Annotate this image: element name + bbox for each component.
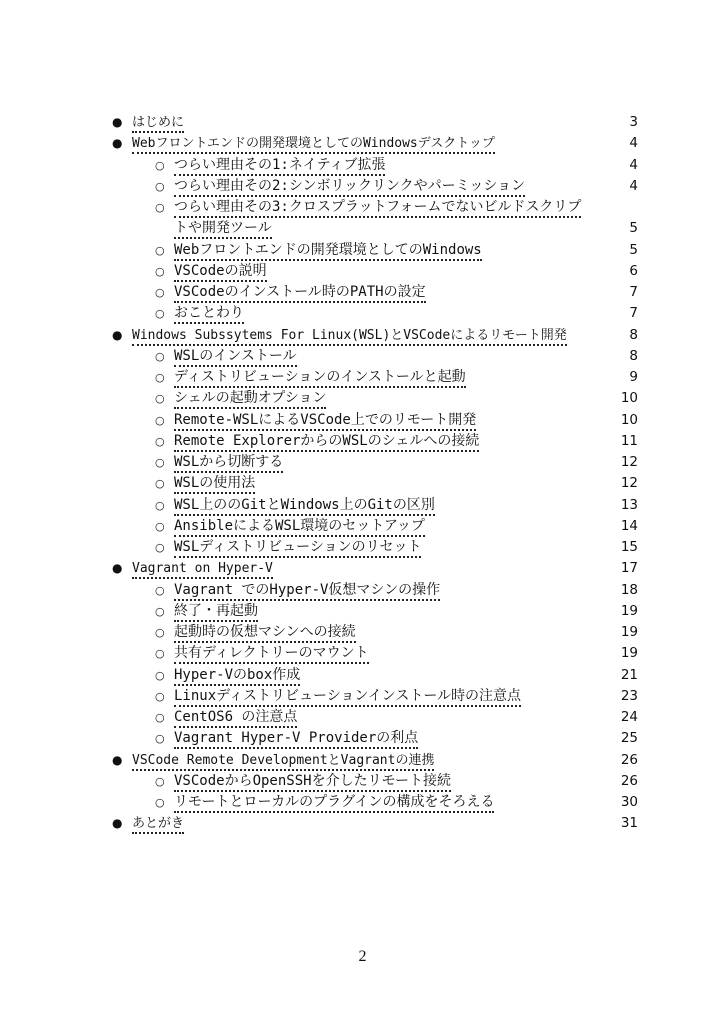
toc-entry-title[interactable] — [174, 495, 606, 516]
hollow-bullet-icon: ○ — [155, 413, 165, 427]
toc-entry-title[interactable] — [174, 601, 606, 622]
toc-entry[interactable] — [108, 367, 638, 388]
toc-entry-title-text[interactable]: Hyper-Vのbox作成 — [174, 667, 300, 686]
toc-entry[interactable] — [108, 282, 638, 303]
toc-entry[interactable] — [108, 410, 638, 431]
toc-entry[interactable] — [108, 771, 638, 792]
toc-entry-title[interactable] — [132, 558, 606, 579]
toc-entry-page-number: 6 — [629, 262, 638, 279]
toc-entry-title-text[interactable]: VSCode Remote DevelopmentとVagrantの連携 — [132, 753, 434, 771]
filled-bullet-icon: ● — [112, 136, 123, 151]
toc-entry-page-number: 4 — [629, 135, 638, 152]
hollow-bullet-icon: ○ — [155, 158, 165, 172]
toc-entry[interactable] — [108, 112, 638, 133]
toc-entry[interactable] — [108, 346, 638, 367]
toc-entry-title[interactable] — [174, 580, 606, 601]
toc-entry-title-text[interactable]: 終了・再起動 — [174, 603, 258, 622]
hollow-bullet-icon: ○ — [155, 689, 165, 703]
hollow-bullet-icon: ○ — [155, 201, 165, 214]
hollow-bullet-icon: ○ — [155, 371, 165, 384]
toc-entry-page-number: 8 — [629, 347, 638, 364]
toc-entry-title-text[interactable]: おことわり — [174, 305, 244, 324]
toc-entry-title-text[interactable]: つらい理由その1:ネイティブ拡張 — [174, 157, 385, 176]
toc-entry-title-text[interactable]: つらい理由その3:クロスプラットフォームでないビルドスクリプトや開発ツール — [174, 199, 581, 239]
toc-entry-page-number: 4 — [629, 177, 638, 194]
toc-entry-page-number: 8 — [629, 326, 638, 343]
hollow-bullet-icon: ○ — [155, 774, 165, 788]
hollow-bullet-icon: ○ — [155, 583, 165, 597]
toc-entry-page-number: 4 — [629, 156, 638, 173]
toc-entry[interactable] — [108, 537, 638, 558]
toc-entry-title[interactable] — [174, 176, 606, 197]
hollow-bullet-icon: ○ — [155, 668, 165, 682]
hollow-bullet-icon: ○ — [155, 434, 165, 448]
toc-entry-page-number: 13 — [620, 496, 638, 513]
toc-entry-page-number: 7 — [629, 305, 638, 322]
toc-entry[interactable] — [108, 495, 638, 516]
toc-entry-page-number: 24 — [620, 709, 638, 725]
hollow-bullet-icon: ○ — [155, 349, 165, 363]
toc-entry-page-number: 19 — [620, 645, 638, 662]
toc-entry-title-text[interactable]: Vagrant on Hyper-V — [132, 561, 273, 579]
toc-entry[interactable] — [108, 622, 638, 643]
toc-entry-title[interactable] — [174, 516, 606, 537]
toc-entry-title-text[interactable]: はじめに — [132, 115, 184, 133]
toc-entry[interactable] — [108, 728, 638, 749]
toc-entry-title[interactable] — [174, 367, 606, 388]
toc-entry-page-number: 31 — [620, 815, 638, 832]
toc-entry-title-text[interactable]: リモートとローカルのプラグインの構成をそろえる — [174, 794, 494, 813]
toc-entry-page-number: 18 — [620, 581, 638, 598]
toc-entry-title[interactable] — [174, 388, 606, 409]
toc-entry-title-text[interactable]: WSLのインストール — [174, 348, 297, 367]
toc-entry-title[interactable] — [174, 665, 606, 686]
toc-entry-title-text[interactable]: Windows Subssytems For Linux(WSL)とVSCodeによるリモート開発 — [132, 328, 567, 346]
toc-entry-title[interactable] — [132, 325, 606, 346]
toc-entry-page-number: 7 — [629, 284, 638, 300]
toc-entry[interactable] — [108, 601, 638, 622]
toc-entry-title-text[interactable]: AnsibleによるWSL環境のセットアップ — [174, 518, 425, 537]
toc-entry-page-number: 21 — [620, 666, 638, 683]
toc-entry[interactable] — [108, 303, 638, 324]
toc-entry[interactable] — [108, 240, 638, 261]
hollow-bullet-icon: ○ — [155, 626, 165, 639]
toc-entry-title[interactable] — [132, 813, 606, 834]
toc-entry-title[interactable] — [174, 622, 606, 643]
toc-entry-title-text[interactable]: 起動時の仮想マシンへの接続 — [174, 624, 356, 643]
hollow-bullet-icon: ○ — [155, 307, 165, 321]
toc-entry[interactable] — [108, 580, 638, 601]
hollow-bullet-icon: ○ — [155, 732, 165, 746]
toc-entry[interactable] — [108, 792, 638, 813]
toc-entry[interactable] — [108, 431, 638, 452]
toc-entry-title-text[interactable]: Webフロントエンドの開発環境としてのWindowsデスクトップ — [132, 136, 495, 154]
toc-entry-title[interactable] — [174, 197, 606, 240]
toc-entry-page-number: 10 — [620, 411, 638, 428]
toc-entry-page-number: 30 — [620, 794, 638, 810]
toc-entry-page-number: 19 — [620, 624, 638, 640]
toc-entry-title-text[interactable]: WSLディストリビューションのリセット — [174, 539, 421, 558]
toc-entry-title-text[interactable]: VSCodeの説明 — [174, 263, 267, 282]
toc-entry-page-number: 3 — [629, 114, 638, 130]
hollow-bullet-icon: ○ — [155, 477, 165, 491]
toc-entry-page-number: 12 — [620, 475, 638, 492]
toc-entry[interactable] — [108, 558, 638, 579]
toc-entry-page-number: 14 — [620, 517, 638, 534]
toc-entry[interactable] — [108, 665, 638, 686]
toc-entry-title-text[interactable]: Remote ExplorerからのWSLのシェルへの接続 — [174, 433, 479, 452]
filled-bullet-icon: ● — [112, 752, 123, 767]
toc-entry-title-text[interactable]: つらい理由その2:シンボリックリンクやパーミッション — [174, 178, 525, 197]
toc-entry-title-text[interactable]: Linuxディストリビューションインストール時の注意点 — [174, 688, 521, 707]
filled-bullet-icon: ● — [112, 561, 123, 576]
hollow-bullet-icon: ○ — [155, 179, 165, 193]
table-of-contents — [108, 112, 638, 835]
hollow-bullet-icon: ○ — [155, 541, 165, 554]
toc-entry-title[interactable] — [174, 473, 606, 494]
toc-entry-title[interactable] — [132, 133, 606, 154]
hollow-bullet-icon: ○ — [155, 264, 165, 278]
toc-entry-title-text[interactable]: Remote-WSLによるVSCode上でのリモート開発 — [174, 412, 476, 431]
toc-entry-page-number: 26 — [620, 772, 638, 789]
hollow-bullet-icon: ○ — [155, 392, 165, 406]
hollow-bullet-icon: ○ — [155, 456, 165, 469]
toc-entry-title-text[interactable]: WSLから切断する — [174, 454, 283, 473]
toc-entry[interactable] — [108, 325, 638, 346]
toc-entry[interactable] — [108, 452, 638, 473]
toc-entry-page-number: 9 — [629, 369, 638, 385]
toc-entry[interactable] — [108, 707, 638, 728]
toc-entry-title[interactable] — [174, 240, 606, 261]
toc-entry-title-text[interactable]: WSLの使用法 — [174, 475, 255, 494]
toc-entry-title[interactable] — [174, 537, 606, 558]
toc-entry[interactable] — [108, 133, 638, 154]
toc-entry[interactable] — [108, 473, 638, 494]
toc-entry[interactable] — [108, 686, 638, 707]
filled-bullet-icon: ● — [112, 816, 123, 831]
toc-entry-title[interactable] — [174, 346, 606, 367]
toc-entry-title-text[interactable]: Vagrant でのHyper-V仮想マシンの操作 — [174, 582, 440, 601]
toc-entry-title[interactable] — [174, 452, 606, 473]
toc-entry[interactable] — [108, 197, 638, 240]
toc-entry-page-number: 15 — [620, 539, 638, 555]
hollow-bullet-icon: ○ — [155, 647, 165, 661]
toc-entry[interactable] — [108, 813, 638, 834]
page-number: 2 — [358, 948, 367, 965]
toc-entry-title[interactable] — [174, 728, 606, 749]
filled-bullet-icon: ● — [112, 327, 123, 342]
toc-entry-title-text[interactable]: ディストリビューションのインストールと起動 — [174, 369, 466, 388]
toc-entry-title[interactable] — [132, 112, 606, 133]
toc-entry-title[interactable] — [174, 707, 606, 728]
toc-entry-title[interactable] — [174, 643, 606, 664]
toc-entry[interactable] — [108, 261, 638, 282]
hollow-bullet-icon: ○ — [155, 286, 165, 299]
toc-entry-page-number: 25 — [620, 730, 638, 747]
toc-entry-title[interactable] — [174, 261, 606, 282]
toc-entry-title-text[interactable]: シェルの起動オプション — [174, 390, 326, 409]
toc-entry-page-number: 12 — [620, 454, 638, 470]
toc-entry-page-number: 5 — [629, 241, 638, 258]
toc-entry-title[interactable] — [174, 155, 606, 176]
toc-entry-title-text[interactable]: Vagrant Hyper-V Providerの利点 — [174, 730, 418, 749]
toc-entry-page-number: 10 — [620, 390, 638, 407]
toc-entry-title[interactable] — [174, 686, 606, 707]
toc-entry-title-text[interactable]: VSCodeのインストール時のPATHの設定 — [174, 284, 426, 303]
toc-entry-title-text[interactable]: VSCodeからOpenSSHを介したリモート接続 — [174, 773, 451, 792]
toc-entry-title[interactable] — [174, 792, 606, 813]
toc-entry-page-number: 5 — [629, 220, 638, 237]
toc-entry-page-number: 19 — [620, 602, 638, 619]
toc-entry[interactable] — [108, 176, 638, 197]
toc-entry[interactable] — [108, 750, 638, 771]
toc-entry-title[interactable] — [174, 282, 606, 303]
toc-entry-title-text[interactable]: Webフロントエンドの開発環境としてのWindows — [174, 242, 482, 261]
toc-entry-page-number: 17 — [620, 560, 638, 577]
hollow-bullet-icon: ○ — [155, 604, 165, 618]
toc-entry-title-text[interactable]: CentOS6 の注意点 — [174, 709, 297, 728]
toc-entry[interactable] — [108, 643, 638, 664]
toc-entry-page-number: 23 — [620, 687, 638, 704]
toc-entry-title[interactable] — [174, 771, 606, 792]
toc-entry-page-number: 26 — [620, 751, 638, 768]
hollow-bullet-icon: ○ — [155, 796, 165, 809]
hollow-bullet-icon: ○ — [155, 498, 165, 512]
toc-entry[interactable] — [108, 388, 638, 409]
toc-entry[interactable] — [108, 516, 638, 537]
toc-entry-title[interactable] — [132, 750, 606, 771]
toc-entry-page-number: 11 — [620, 432, 638, 449]
toc-entry-title-text[interactable]: WSL上ののGitとWindows上のGitの区別 — [174, 497, 435, 516]
toc-entry[interactable] — [108, 155, 638, 176]
hollow-bullet-icon: ○ — [155, 243, 165, 257]
toc-entry-title-text[interactable]: あとがき — [132, 816, 184, 834]
toc-entry-title[interactable] — [174, 410, 606, 431]
hollow-bullet-icon: ○ — [155, 519, 165, 533]
toc-entry-title-text[interactable]: 共有ディレクトリーのマウント — [174, 645, 369, 664]
filled-bullet-icon: ● — [112, 115, 123, 129]
toc-entry-title[interactable] — [174, 431, 606, 452]
toc-entry-title[interactable] — [174, 303, 606, 324]
hollow-bullet-icon: ○ — [155, 711, 165, 724]
